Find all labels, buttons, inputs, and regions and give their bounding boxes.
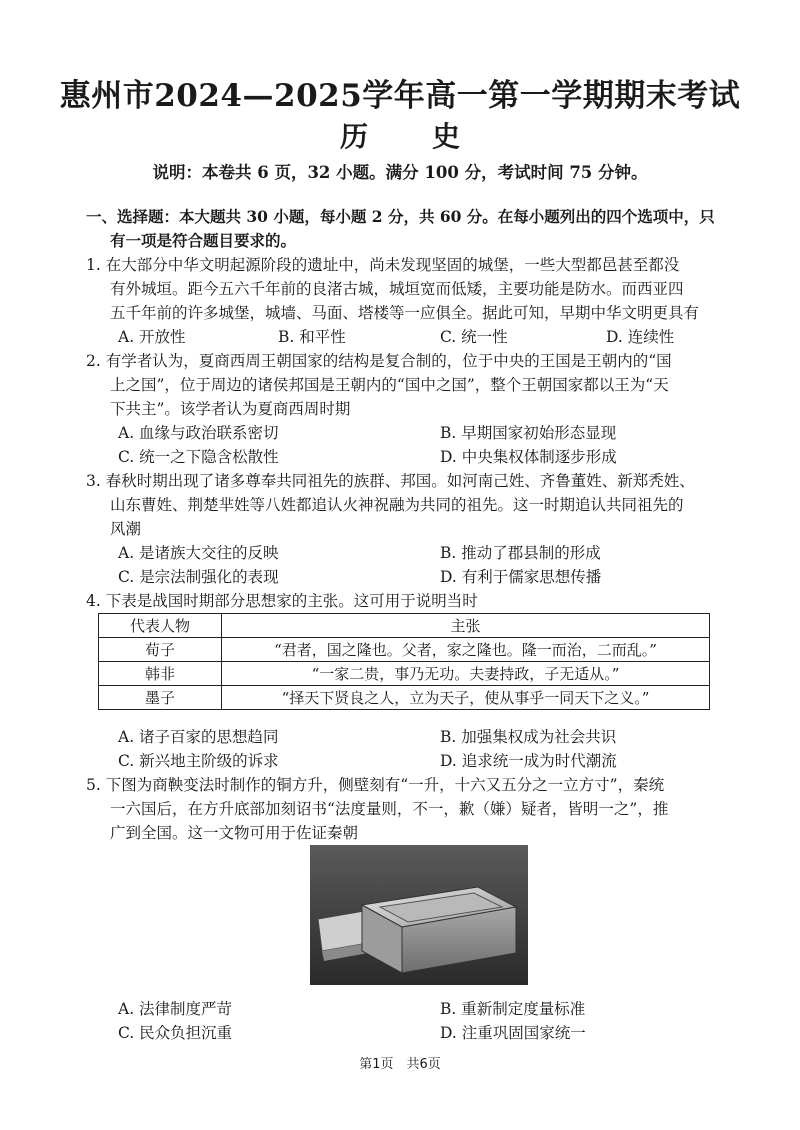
q5-stem-line1: 5. 下图为商鞅变法时制作的铜方升，侧壁刻有“一升，十六又五分之一立方寸”，秦统 [86, 776, 665, 794]
table-row [99, 686, 710, 710]
q2-option-d: D. 中央集权体制逐步形成 [440, 448, 617, 466]
table-header-cell: 主张 [222, 614, 710, 638]
table-cell-claim: “一家二贵，事乃无功。夫妻持政，子无适从。” [222, 662, 710, 686]
table-cell-claim: “择天下贤良之人，立为天子，使从事乎一同天下之义。” [222, 686, 710, 710]
q1-option-c: C. 统一性 [440, 328, 508, 346]
table-row [99, 662, 710, 686]
q4-option-c: C. 新兴地主阶级的诉求 [118, 752, 279, 770]
q4-option-d: D. 追求统一成为时代潮流 [440, 752, 617, 770]
q5-option-b: B. 重新制定度量标准 [440, 1000, 586, 1018]
q5-stem-line2: 一六国后，在方升底部加刻诏书“法度量则，不一，歉（嫌）疑者，皆明一之”，推 [110, 800, 669, 818]
q3-option-b: B. 推动了郡县制的形成 [440, 544, 601, 562]
table-cell-person: 荀子 [99, 638, 222, 662]
q2-stem-line2: 上之国”，位于周边的诸侯邦国是王朝内的“国中之国”，整个王朝国家都以王为“天 [110, 376, 669, 394]
bronze-measure-illustration [310, 845, 528, 985]
q4-table [98, 613, 710, 710]
table-cell-person: 韩非 [99, 662, 222, 686]
page-footer: 第1页 共6页 [359, 1057, 441, 1072]
section-heading-line1: 一、选择题：本大题共 30 小题，每小题 2 分，共 60 分。在每小题列出的四个选项中，只 [86, 207, 715, 226]
q2-stem-line1: 2. 有学者认为，夏商西周王朝国家的结构是复合制的，位于中央的王国是王朝内的“国 [86, 352, 672, 370]
q4-stem: 4. 下表是战国时期部分思想家的主张。这可用于说明当时 [86, 592, 478, 610]
q3-stem-line2: 山东曹姓、荆楚芈姓等八姓都追认火神祝融为共同的祖先。这一时期追认共同祖先的 [110, 496, 684, 514]
q2-option-b: B. 早期国家初始形态显现 [440, 424, 617, 442]
section-heading-line2: 有一项是符合题目要求的。 [110, 231, 297, 250]
q1-option-d: D. 连续性 [606, 328, 675, 346]
bronze-measure-photo [310, 845, 528, 985]
q1-stem-line1: 1. 在大部分中华文明起源阶段的遗址中，尚未发现坚固的城堡，一些大型都邑甚至都没 [86, 256, 680, 274]
q3-stem-line3: 风潮 [110, 520, 142, 538]
table-cell-person: 墨子 [99, 686, 222, 710]
q4-option-a: A. 诸子百家的思想趋同 [118, 728, 279, 746]
q1-option-b: B. 和平性 [278, 328, 346, 346]
table-row [99, 638, 710, 662]
exam-note: 说明：本卷共 6 页，32 小题。满分 100 分，考试时间 75 分钟。 [152, 163, 648, 182]
q5-option-a: A. 法律制度严苛 [118, 1000, 233, 1018]
q2-option-c: C. 统一之下隐含松散性 [118, 448, 279, 466]
q3-option-c: C. 是宗法制强化的表现 [118, 568, 279, 586]
table-header-row [99, 614, 710, 638]
q3-option-d: D. 有利于儒家思想传播 [440, 568, 602, 586]
q1-stem-line3: 五千年前的许多城堡，城墙、马面、塔楼等一应俱全。据此可知，早期中华文明更具有 [110, 304, 700, 322]
table-cell-claim: “君者，国之隆也。父者，家之隆也。隆一而治，二而乱。” [222, 638, 710, 662]
q2-stem-line3: 下共主”。该学者认为夏商西周时期 [110, 400, 351, 418]
q1-option-a: A. 开放性 [118, 328, 186, 346]
q5-option-c: C. 民众负担沉重 [118, 1024, 233, 1042]
q5-stem-line3: 广到全国。这一文物可用于佐证秦朝 [110, 824, 359, 842]
q3-stem-line1: 3. 春秋时期出现了诸多尊奉共同祖先的族群、邦国。如河南己姓、齐鲁董姓、新郑秃姓、 [86, 472, 695, 490]
table-header-cell: 代表人物 [99, 614, 222, 638]
q2-option-a: A. 血缘与政治联系密切 [118, 424, 279, 442]
q1-stem-line2: 有外城垣。距今五六千年前的良渚古城，城垣宽而低矮，主要功能是防水。而西亚四 [110, 280, 684, 298]
exam-subject: 历 史 [339, 120, 478, 153]
q4-option-b: B. 加强集权成为社会共识 [440, 728, 617, 746]
q5-option-d: D. 注重巩固国家统一 [440, 1024, 586, 1042]
exam-title: 惠州市2024—2025学年高一第一学期期末考试 [59, 78, 741, 114]
q3-option-a: A. 是诸族大交往的反映 [118, 544, 279, 562]
